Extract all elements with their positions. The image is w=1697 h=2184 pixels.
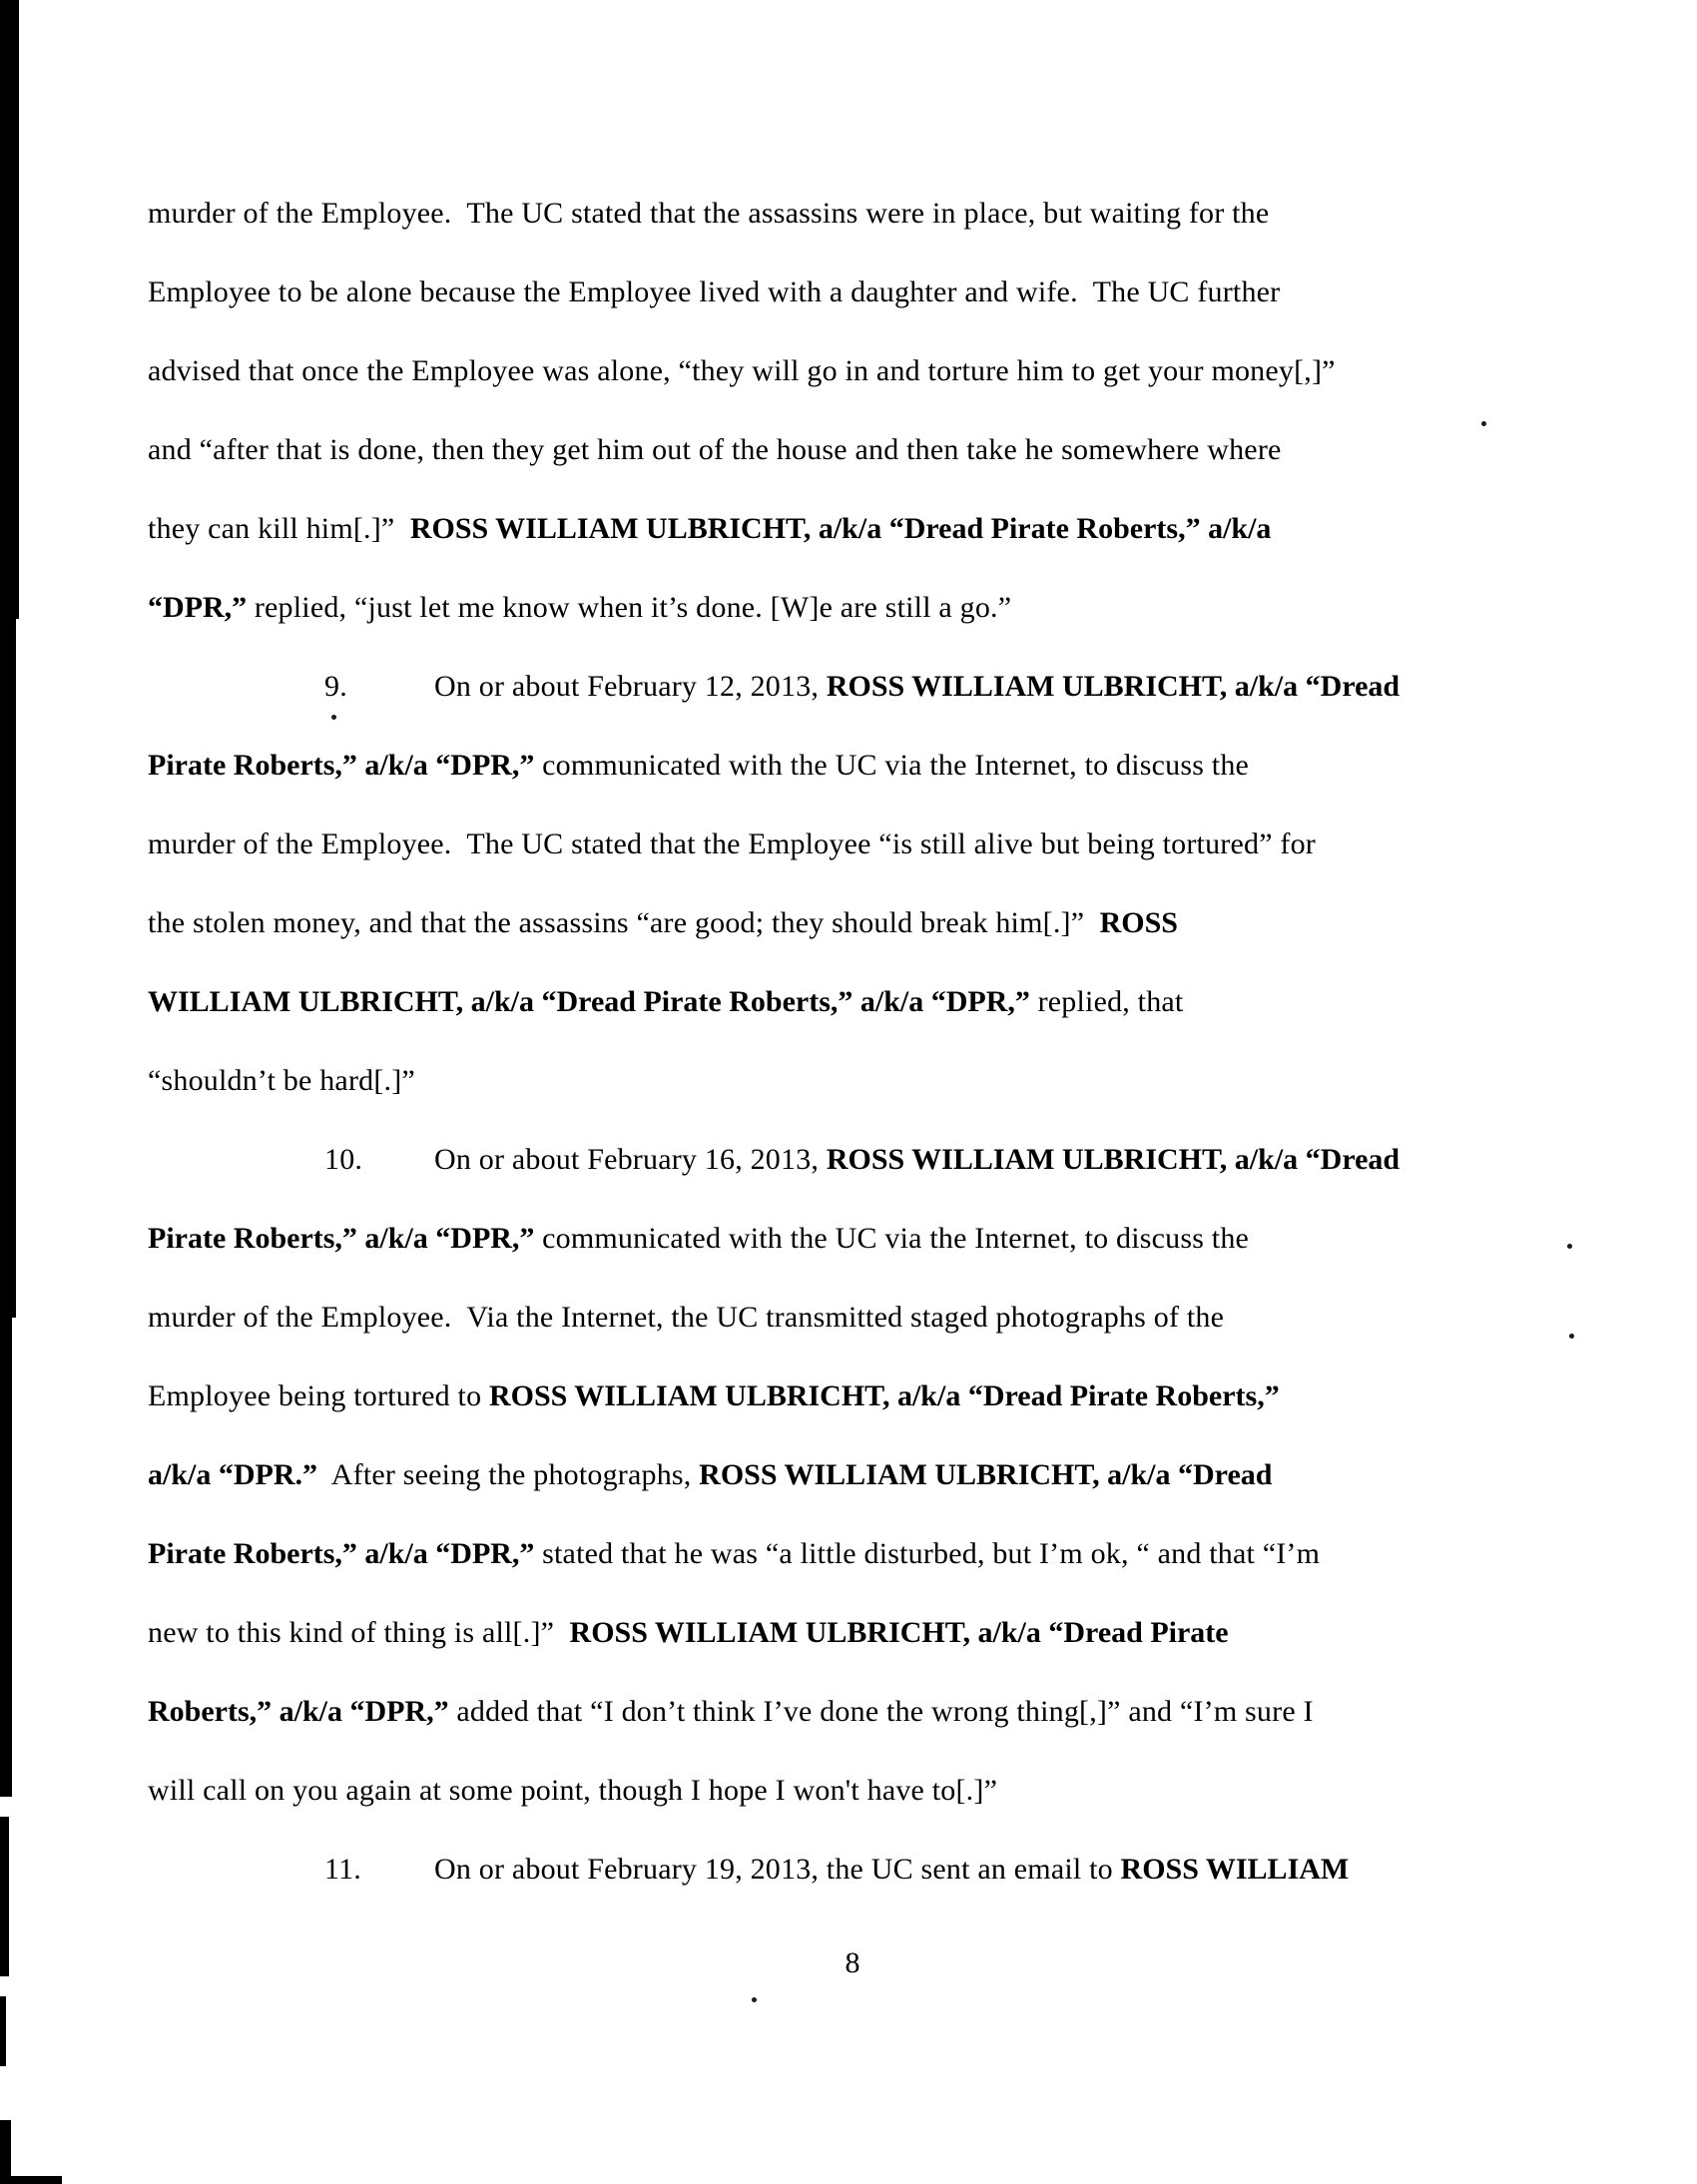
- text-run: murder of the Employee. Via the Internet, the UC transmitted staged photographs of the: [148, 1301, 1225, 1334]
- text-run: ROSS WILLIAM: [1120, 1853, 1350, 1886]
- page-number: 8: [845, 1946, 860, 1979]
- text-line: [148, 1457, 1565, 1536]
- text-line: [148, 1221, 1565, 1300]
- text-line: [148, 1142, 1565, 1221]
- text-line: [148, 669, 1565, 748]
- text-line: [148, 353, 1565, 432]
- text-line: [148, 748, 1565, 826]
- scan-artifact-left-bar: [0, 1817, 9, 1976]
- text-line: [148, 905, 1565, 984]
- scan-artifact-corner-mark: [0, 2176, 62, 2184]
- text-run: a/k/a “DPR.”: [148, 1458, 318, 1491]
- scan-speck: [1569, 1334, 1574, 1339]
- text-run: replied, that: [1029, 985, 1184, 1018]
- text-run: ROSS WILLIAM ULBRICHT, a/k/a “Dread: [826, 670, 1401, 703]
- text-run: they can kill him[.]”: [148, 512, 410, 545]
- text-run: Employee being tortured to: [148, 1379, 489, 1412]
- text-run: ROSS WILLIAM ULBRICHT, a/k/a “Dread: [826, 1143, 1401, 1176]
- text-line: [148, 984, 1565, 1063]
- text-line: [148, 274, 1565, 353]
- paragraph-number: 11.: [324, 1853, 361, 1886]
- text-run: will call on you again at some point, though I hope I won't have to[.]”: [148, 1774, 998, 1807]
- scan-artifact-left-bar: [0, 1996, 6, 2066]
- text-run: murder of the Employee. The UC stated that the assassins were in place, but waiting for the: [148, 197, 1270, 230]
- text-run: On or about February 19, 2013, the UC sent an email to: [434, 1853, 1121, 1886]
- text-run: replied, “just let me know when it’s done. [W]e are still a go.”: [247, 591, 1012, 624]
- text-run: Pirate Roberts,” a/k/a “DPR,”: [148, 1537, 535, 1570]
- text-line: [148, 511, 1565, 590]
- scan-speck: [752, 1997, 757, 2002]
- scan-artifact-corner-mark: [0, 2120, 11, 2184]
- text-run: ROSS WILLIAM ULBRICHT, a/k/a “Dread: [699, 1458, 1273, 1491]
- text-line: [148, 1536, 1565, 1615]
- text-line: [148, 1852, 1565, 1930]
- text-run: ROSS: [1099, 906, 1178, 939]
- text-run: WILLIAM ULBRICHT, a/k/a “Dread Pirate Roberts,” a/k/a “DPR,”: [148, 985, 1030, 1018]
- text-run: On or about February 16, 2013,: [434, 1143, 827, 1176]
- text-line: [148, 432, 1565, 511]
- scan-artifact-left-bar: [0, 1318, 12, 1797]
- text-run: murder of the Employee. The UC stated that the Employee “is still alive but being tortured” for: [148, 827, 1316, 860]
- text-run: Roberts,” a/k/a “DPR,”: [148, 1695, 449, 1728]
- text-run: advised that once the Employee was alone, “they will go in and torture him to get your money[,]”: [148, 354, 1336, 387]
- text-run: ROSS WILLIAM ULBRICHT, a/k/a “Dread Pirate Roberts,”: [488, 1379, 1280, 1412]
- text-run: “DPR,”: [148, 591, 248, 624]
- text-run: and “after that is done, then they get him out of the house and then take he somewhere where: [148, 433, 1282, 466]
- text-run: communicated with the UC via the Internet, to discuss the: [534, 1222, 1250, 1255]
- scan-speck: [1567, 1244, 1572, 1249]
- text-run: After seeing the photographs,: [317, 1458, 700, 1491]
- scan-artifact-left-bar: [0, 0, 19, 619]
- text-run: ROSS WILLIAM ULBRICHT, a/k/a “Dread Pirate Roberts,” a/k/a: [409, 512, 1272, 545]
- paragraph-number: 10.: [324, 1143, 363, 1176]
- paragraph-number: 9.: [324, 670, 347, 703]
- text-line: [148, 1378, 1565, 1457]
- text-run: Pirate Roberts,” a/k/a “DPR,”: [148, 1222, 535, 1255]
- text-run: the stolen money, and that the assassins “are good; they should break him[.]”: [148, 906, 1100, 939]
- text-run: ROSS WILLIAM ULBRICHT, a/k/a “Dread Pirate: [569, 1616, 1229, 1649]
- text-run: On or about February 12, 2013,: [434, 670, 827, 703]
- text-line: [148, 826, 1565, 905]
- text-line: [148, 1063, 1565, 1142]
- text-line: [148, 1615, 1565, 1694]
- scan-artifact-left-bar: [0, 619, 16, 1318]
- text-run: stated that he was “a little disturbed, but I’m ok, “ and that “I’m: [534, 1537, 1321, 1570]
- document-body: [148, 196, 1565, 1930]
- text-run: added that “I don’t think I’ve done the wrong thing[,]” and “I’m sure I: [448, 1695, 1314, 1728]
- text-run: “shouldn’t be hard[.]”: [148, 1064, 415, 1097]
- text-line: [148, 1300, 1565, 1378]
- text-run: Pirate Roberts,” a/k/a “DPR,”: [148, 749, 535, 782]
- text-line: [148, 1694, 1565, 1773]
- text-run: new to this kind of thing is all[.]”: [148, 1616, 570, 1649]
- text-run: Employee to be alone because the Employee lived with a daughter and wife. The UC further: [148, 275, 1281, 308]
- text-line: [148, 1773, 1565, 1852]
- text-line: [148, 590, 1565, 669]
- text-line: [148, 196, 1565, 274]
- text-run: communicated with the UC via the Internet, to discuss the: [534, 749, 1250, 782]
